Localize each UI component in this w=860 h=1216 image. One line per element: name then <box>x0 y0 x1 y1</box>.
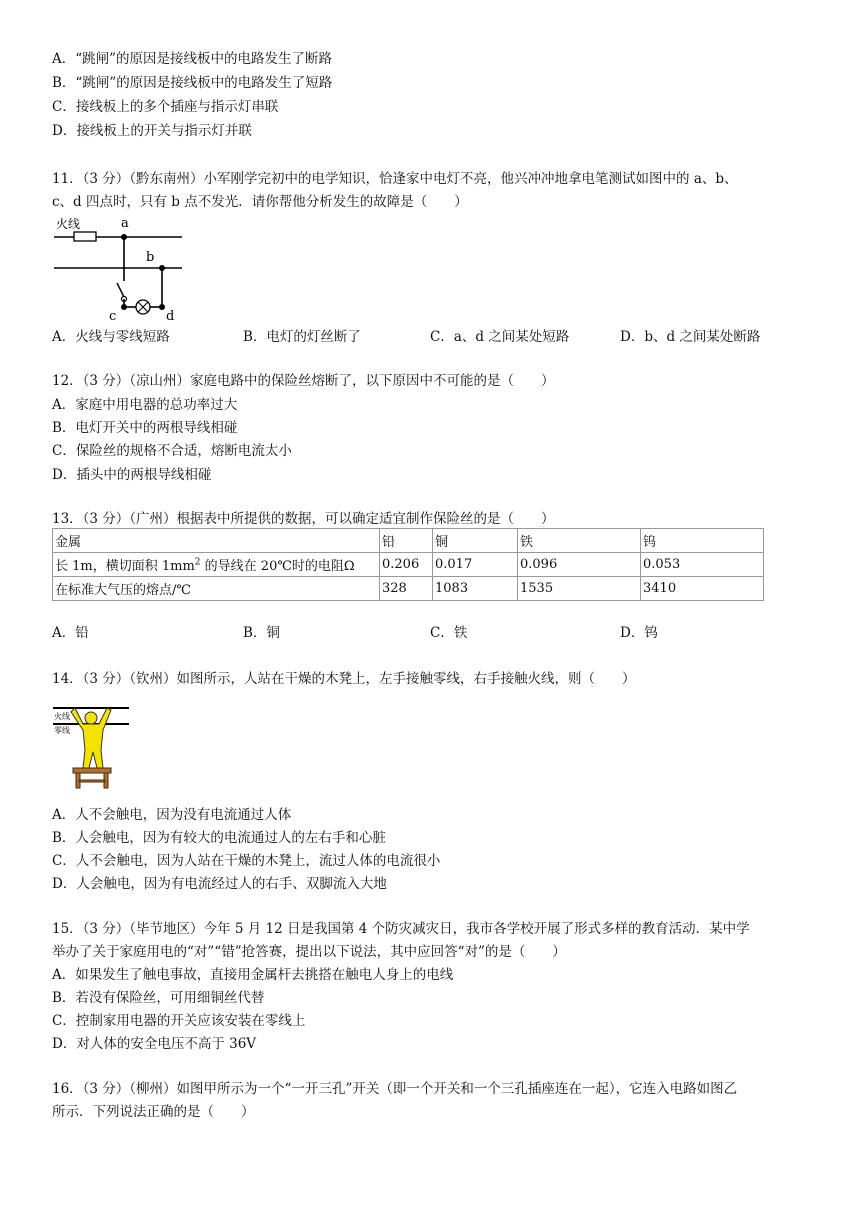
q13-metal-table <box>52 528 764 601</box>
q10-option-d: D．接线板上的开关与指示灯并联 <box>52 123 252 139</box>
q15-option-c: C．控制家用电器的开关应该安装在零线上 <box>52 1013 306 1029</box>
q11-stem-line1: 11．（3 分）（黔东南州）小军刚学完初中的电学知识，恰逢家中电灯不亮，他兴冲冲地拿电笔测试如图中的 a、b、 <box>52 171 738 187</box>
q12-option-d: D．插头中的两根导线相碰 <box>52 467 212 483</box>
table-cell: 0.096 <box>518 553 641 577</box>
fire-line-label: 火线 <box>54 712 70 721</box>
q13-option-c: C．铁 <box>430 625 468 641</box>
q10-option-c: C．接线板上的多个插座与指示灯串联 <box>52 99 279 115</box>
q15-option-a: A．如果发生了触电事故，直接用金属杆去挑搭在触电人身上的电线 <box>52 967 454 983</box>
table-cell: 金属 <box>53 529 380 553</box>
table-row <box>53 553 764 577</box>
q13-option-b: B．铜 <box>243 625 280 641</box>
q10-option-b: B．“跳闸”的原因是接线板中的电路发生了短路 <box>52 75 333 91</box>
q14-option-c: C．人不会触电，因为人站在干燥的木凳上，流过人体的电流很小 <box>52 853 441 869</box>
q11-option-b: B．电灯的灯丝断了 <box>243 329 361 345</box>
q15-option-b: B．若没有保险丝，可用细铜丝代替 <box>52 990 265 1006</box>
q12-stem: 12．（3 分）（凉山州）家庭电路中的保险丝熔断了，以下原因中不可能的是（ ） <box>52 373 555 389</box>
q14-option-d: D．人会触电，因为有电流经过人的右手、双脚流入大地 <box>52 876 387 892</box>
table-cell: 1535 <box>518 577 641 601</box>
q15-stem-line2: 举办了关于家庭用电的“对”“错”抢答赛，提出以下说法，其中应回答“对”的是（ ） <box>52 944 566 960</box>
point-a-label: a <box>121 216 129 231</box>
zero-line-label: 零线 <box>54 726 70 735</box>
q11-circuit-figure <box>52 213 184 323</box>
q12-option-b: B．电灯开关中的两根导线相碰 <box>52 420 238 436</box>
table-header-row <box>53 529 764 553</box>
resistance-label-superscript: 2 <box>194 557 201 568</box>
table-cell: 0.053 <box>641 553 764 577</box>
q15-option-d: D．对人体的安全电压不高于 36V <box>52 1036 257 1052</box>
q14-option-b: B．人会触电，因为有较大的电流通过人的左右手和心脏 <box>52 830 386 846</box>
q15-stem-line1: 15．（3 分）（毕节地区）今年 5 月 12 日是我国第 4 个防灾减灾日，我市各学校开展了形式多样的教育活动．某中学 <box>52 921 750 937</box>
q14-stem: 14．（3 分）（钦州）如图所示，人站在干燥的木凳上，左手接触零线，右手接触火线，则（ ） <box>52 671 636 687</box>
table-cell: 在标准大气压的熔点/℃ <box>53 577 380 601</box>
point-c-label: c <box>109 309 117 323</box>
table-cell <box>53 553 380 577</box>
table-cell: 铁 <box>518 529 641 553</box>
table-cell: 0.017 <box>433 553 518 577</box>
q11-option-a: A．火线与零线短路 <box>52 329 170 345</box>
q16-stem-line2: 所示．下列说法正确的是（ ） <box>52 1104 255 1120</box>
table-cell: 1083 <box>433 577 518 601</box>
table-cell: 328 <box>380 577 433 601</box>
table-cell: 3410 <box>641 577 764 601</box>
q13-option-d: D．钨 <box>620 625 658 641</box>
q12-option-a: A．家庭中用电器的总功率过大 <box>52 397 238 413</box>
q13-option-a: A．铅 <box>52 625 89 641</box>
resistance-label-part1: 长 1m，横切面积 1mm <box>55 559 195 574</box>
table-cell: 铜 <box>433 529 518 553</box>
table-cell: 钨 <box>641 529 764 553</box>
table-cell: 铅 <box>380 529 433 553</box>
q11-option-d: D．b、d 之间某处断路 <box>620 329 761 345</box>
q14-option-a: A．人不会触电，因为没有电流通过人体 <box>52 807 292 823</box>
q14-person-figure <box>53 702 129 790</box>
q12-option-c: C．保险丝的规格不合适，熔断电流太小 <box>52 443 292 459</box>
point-b-label: b <box>146 250 155 265</box>
fire-line-label: 火线 <box>56 217 81 231</box>
table-cell: 0.206 <box>380 553 433 577</box>
q10-option-a: A．“跳闸”的原因是接线板中的电路发生了断路 <box>52 51 333 67</box>
resistance-label-part2: 的导线在 20℃时的电阻Ω <box>200 559 355 574</box>
table-row <box>53 577 764 601</box>
q13-stem: 13．（3 分）（广州）根据表中所提供的数据，可以确定适宜制作保险丝的是（ ） <box>52 511 555 527</box>
point-d-label: d <box>166 309 175 323</box>
q11-stem-line2: c、d 四点时，只有 b 点不发光．请你帮他分析发生的故障是（ ） <box>52 194 468 210</box>
q16-stem-line1: 16．（3 分）（柳州）如图甲所示为一个“一开三孔”开关（即一个开关和一个三孔插座连在一起），它连入电路如图乙 <box>52 1081 738 1097</box>
q11-option-c: C．a、d 之间某处短路 <box>430 329 570 345</box>
